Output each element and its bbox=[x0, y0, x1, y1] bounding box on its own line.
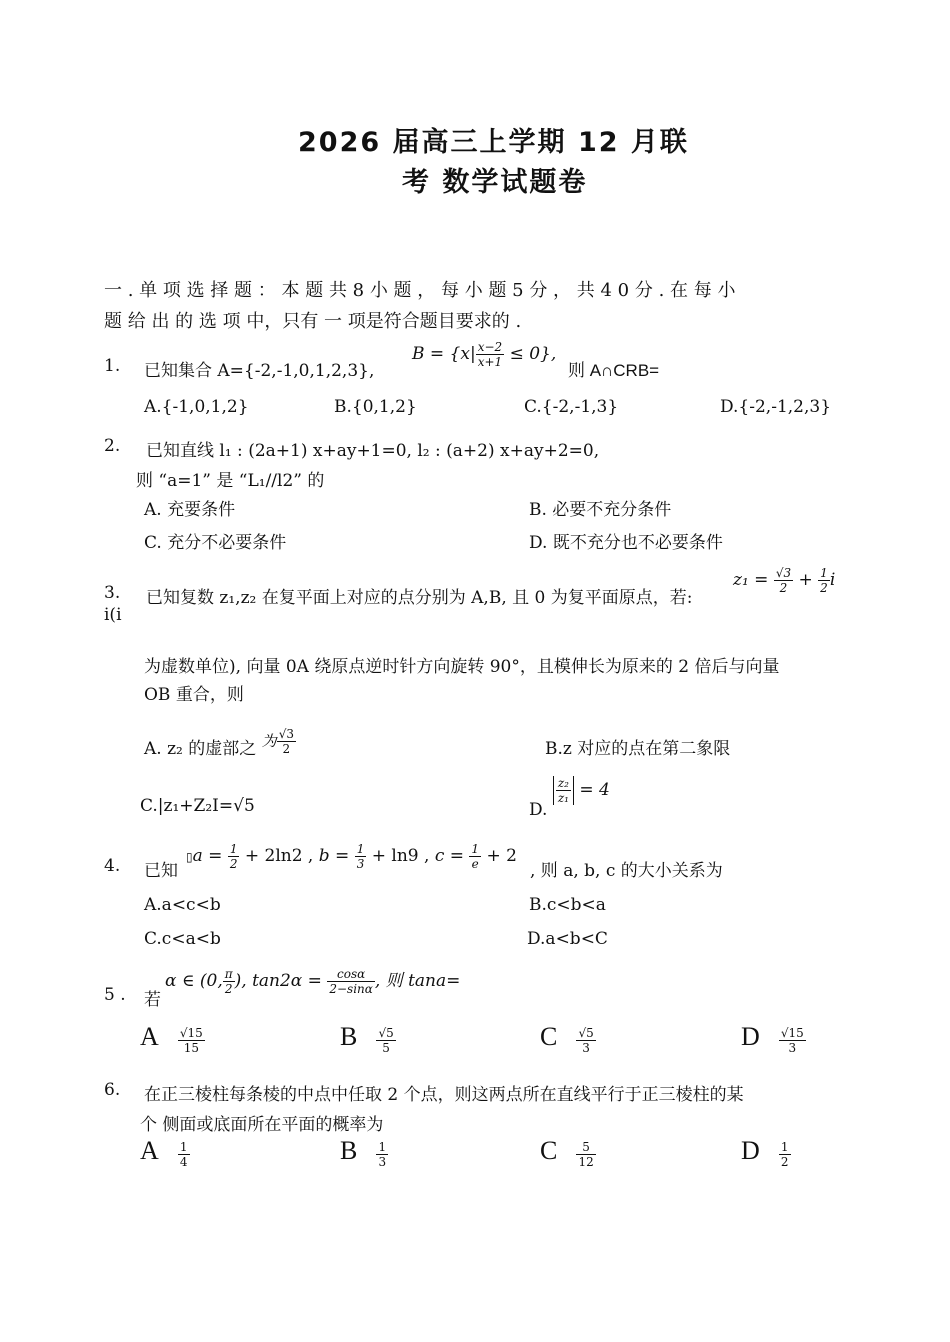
q1-text: 已知集合 A={-2,-1,0,1,2,3}, bbox=[144, 361, 375, 381]
q3-text-3: OB 重合，则 bbox=[144, 685, 244, 705]
q6-text: 在正三棱柱每条棱的中点中任取 2 个点，则这两点所在直线平行于正三棱柱的某 bbox=[144, 1085, 744, 1105]
q3-text-2: 为虚数单位), 向量 0A 绕原点逆时针方向旋转 90°，且模伸长为原来的 2 倍后与向量 bbox=[144, 657, 780, 677]
q4-option-d: D.a<b<C bbox=[527, 929, 608, 949]
q2-option-a: A. 充要条件 bbox=[144, 500, 236, 520]
q5-text: 若 bbox=[144, 990, 161, 1010]
q1-set-b-formula: B = {x| $\frac{x-2}{x+1}$ ≤ 0}, bbox=[412, 340, 557, 369]
q3-z1-formula: z₁ = $\frac{√3}{2}$ + $\frac{1}{2}$ i bbox=[733, 566, 836, 595]
q2-option-c: C. 充分不必要条件 bbox=[144, 533, 287, 553]
q3-option-b: B.z 对应的点在第二象限 bbox=[545, 739, 731, 759]
q4-text: 已知 bbox=[144, 861, 178, 881]
q6-option-a: A $\frac{1}{4}$ bbox=[140, 1136, 188, 1169]
q6-option-d: D $\frac{1}{2}$ bbox=[741, 1136, 789, 1169]
q5-option-b: B $\frac{√5}{5}$ bbox=[340, 1022, 394, 1055]
q1-option-a: A.{-1,0,1,2} bbox=[144, 397, 249, 417]
q4-option-a: A.a<c<b bbox=[144, 895, 221, 915]
section-header-line-1: 一 . 单 项 选 择 题 ： 本 题 共 8 小 题 ， 每 小 题 5 分 ， 共 4 0 分 . 在 每 小 bbox=[104, 280, 736, 301]
page-title-line-2: 考 数学试题卷 bbox=[402, 167, 588, 198]
q3-stray-text: i(i bbox=[104, 605, 122, 625]
section-header-line-2: 题 给 出 的 选 项 中，只有 一 项是符合题目要求的 . bbox=[104, 311, 522, 332]
q3-number: 3. bbox=[104, 583, 121, 603]
q2-text: 已知直线 l₁ : (2a+1) x+ay+1=0, l₂ : (a+2) x+ay+2=0, bbox=[146, 441, 600, 461]
q5-option-c: C $\frac{√5}{3}$ bbox=[540, 1022, 594, 1055]
q4-formula: ▯a = $\frac{1}{2}$ + 2ln2 , b = $\frac{1}{3}$ + ln9 , c = $\frac{1}{e}$ + 2 bbox=[186, 842, 517, 871]
q1-option-c: C.{-2,-1,3} bbox=[524, 397, 619, 417]
page-title-line-1: 2026 届高三上学期 12 月联 bbox=[298, 127, 689, 158]
q1-option-d: D.{-2,-1,2,3} bbox=[720, 397, 832, 417]
q1-option-b: B.{0,1,2} bbox=[334, 397, 417, 417]
q3-option-c: C.|z₁+Z₂I=√5 bbox=[140, 796, 255, 816]
q2-option-d: D. 既不充分也不必要条件 bbox=[529, 533, 723, 553]
q2-option-b: B. 必要不充分条件 bbox=[529, 500, 672, 520]
q6-text-2: 个 侧面或底面所在平面的概率为 bbox=[140, 1115, 384, 1135]
q6-option-b: B $\frac{1}{3}$ bbox=[340, 1136, 387, 1169]
q3-option-a: A. z₂ 的虚部之 为 $\frac{√3}{2}$ bbox=[144, 727, 294, 759]
q5-option-a: A $\frac{√15}{15}$ bbox=[140, 1022, 203, 1055]
q4-number: 4. bbox=[104, 856, 121, 876]
q2-number: 2. bbox=[104, 436, 121, 456]
q3-text: 已知复数 z₁,z₂ 在复平面上对应的点分别为 A,B, 且 0 为复平面原点，若: bbox=[146, 588, 693, 608]
q4-option-b: B.c<b<a bbox=[529, 895, 606, 915]
q5-option-d: D $\frac{√15}{3}$ bbox=[741, 1022, 804, 1055]
q6-number: 6. bbox=[104, 1080, 121, 1100]
q1-number: 1. bbox=[104, 356, 121, 376]
q2-text-2: 则 “a=1” 是 “L₁//l2” 的 bbox=[136, 471, 325, 491]
q3-option-d: D. $\frac{\text{z₂}}{\text{z₁}}$ = 4 bbox=[529, 776, 610, 820]
q4-option-c: C.c<a<b bbox=[144, 929, 221, 949]
q5-number: 5 . bbox=[104, 985, 126, 1005]
q5-formula: α ∈ (0, $\frac{\pi}{2}$ ), tan2α = $\frac{\cos\alpha}{2-\sin\alpha}$ , 则 tana= bbox=[165, 967, 461, 996]
q6-option-c: C $\frac{5}{12}$ bbox=[540, 1136, 594, 1169]
q1-tail: 则 A∩CRB= bbox=[568, 361, 660, 380]
q4-tail: , 则 a, b, c 的大小关系为 bbox=[530, 861, 723, 881]
